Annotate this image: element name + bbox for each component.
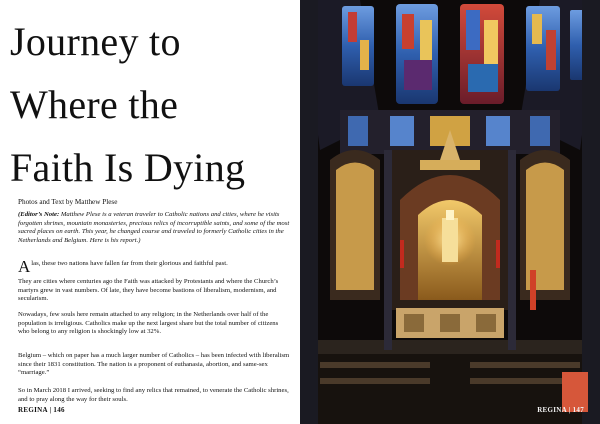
folio-right-sep: | bbox=[568, 406, 571, 414]
editor-note-lead: (Editor’s Note: bbox=[18, 211, 60, 218]
folio-left-sep: | bbox=[49, 406, 52, 414]
folio-right-magazine: REGINA bbox=[537, 406, 567, 414]
paragraph-3: Nowadays, few souls here remain attached to any religion; in the Netherlands over half of the population is irreligious. Catholics make up the next largest share but the total number of citizens who belong to any religion is shockingly low at 32%. bbox=[18, 311, 279, 336]
article-title bbox=[10, 10, 295, 199]
right-page bbox=[300, 0, 600, 424]
folio-left bbox=[18, 406, 65, 414]
paragraph-2: They are cities where centuries ago the Faith was attacked by Protestants and where the Church’s martyrs grew in vast numbers. Of late, they have become bastions of liberalism, modernism, and secularism. bbox=[18, 278, 279, 303]
editor-note-text: Matthew Plese is a veteran traveler to Catholic nations and cities, where he visits forgotten shrines, mountain monasteries, precious relics of incorruptible saints, and some of the most sacred places on earth. This year, he changed course and traveled to formerly Catholic cities in the Netherlands and Belgium. Here is his report.) bbox=[18, 211, 290, 244]
folio-left-magazine: REGINA bbox=[18, 406, 48, 414]
folio-right bbox=[537, 406, 584, 414]
paragraph-4: Belgium – which on paper has a much larger number of Catholics – has been infected with liberalism since their 1831 constitution. The nation is a proponent of euthanasia, abortion, and same-sex “marriage.” bbox=[18, 352, 290, 377]
title-line-1: Journey to bbox=[10, 19, 181, 64]
title-line-3: Faith Is Dying bbox=[10, 145, 246, 190]
paragraph-1-text: las, these two nations have fallen far from their glorious and faithful past. bbox=[31, 260, 228, 267]
altar-reredos bbox=[390, 130, 510, 310]
church-interior-photo bbox=[300, 0, 600, 424]
drop-cap: A bbox=[18, 257, 31, 276]
paragraph-5: So in March 2018 I arrived, seeking to find any relics that remained, to venerate the Catholic shrines, and to pray along the way for their souls. bbox=[18, 387, 289, 403]
folio-left-page: 146 bbox=[53, 406, 65, 414]
paragraph-1 bbox=[18, 257, 290, 276]
byline: Photos and Text by Matthew Plese bbox=[18, 198, 118, 206]
folio-right-page: 147 bbox=[572, 406, 584, 414]
editor-note bbox=[18, 211, 290, 245]
title-line-2: Where the bbox=[10, 82, 179, 127]
